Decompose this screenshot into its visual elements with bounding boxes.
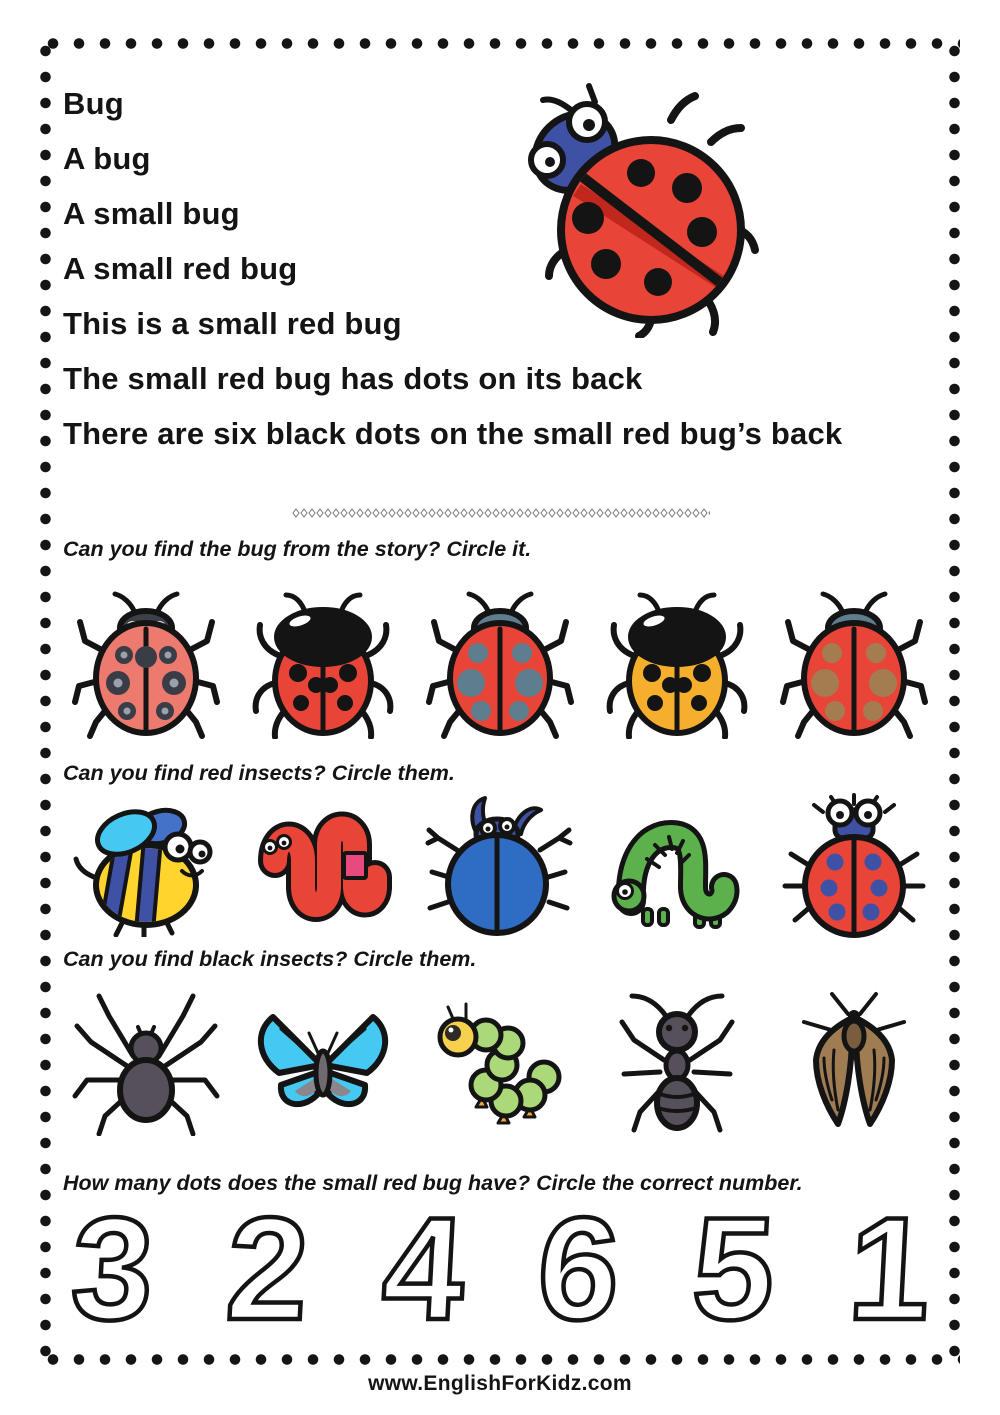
prompt-find-red-insects: Can you find red insects? Circle them.	[63, 761, 455, 785]
prompt-count-dots: How many dots does the small red bug have? Circle the correct number.	[63, 1171, 803, 1195]
orange-ladybug-black-head-icon[interactable]	[594, 588, 760, 740]
red-ladybug-brown-dots-icon[interactable]	[771, 588, 937, 740]
number-option-4[interactable]: 4	[378, 1187, 469, 1350]
footer-url: www.EnglishForKidz.com	[368, 1372, 632, 1395]
story-line: There are six black dots on the small red bug’s back	[63, 416, 843, 451]
bee-icon[interactable]	[63, 796, 229, 938]
salmon-ladybug-gray-head-icon[interactable]	[63, 588, 229, 740]
story-line: A small red bug	[63, 251, 298, 286]
light-green-caterpillar-icon[interactable]	[417, 986, 583, 1136]
dotted-border-top	[40, 38, 960, 49]
story-line: A bug	[63, 141, 151, 176]
story-line: This is a small red bug	[63, 306, 402, 341]
dotted-border-left	[40, 38, 51, 1365]
story-line: A small bug	[63, 196, 240, 231]
ladybug-hero-icon	[503, 80, 763, 338]
story-line: Bug	[63, 86, 124, 121]
story-line: The small red bug has dots on its back	[63, 361, 643, 396]
number-options-row	[67, 1187, 935, 1350]
ant-icon[interactable]	[594, 986, 760, 1136]
number-option-5[interactable]: 5	[689, 1187, 779, 1350]
red-ladybug-gray-dots-icon[interactable]	[417, 588, 583, 740]
black-insects-row	[63, 986, 937, 1136]
ladybug-options-row	[63, 588, 937, 740]
blue-beetle-icon[interactable]	[417, 796, 583, 938]
red-insects-row	[63, 796, 937, 938]
brown-moth-icon[interactable]	[771, 986, 937, 1136]
red-worm-icon[interactable]	[240, 796, 406, 938]
red-ladybug-black-head-icon[interactable]	[240, 588, 406, 740]
dotted-border-bottom	[40, 1354, 960, 1365]
number-option-2[interactable]: 2	[223, 1187, 313, 1350]
prompt-find-story-bug: Can you find the bug from the story? Circle it.	[63, 537, 532, 561]
red-ladybug-blue-dots-icon[interactable]	[771, 796, 937, 938]
spider-icon[interactable]	[63, 986, 229, 1136]
prompt-find-black-insects: Can you find black insects? Circle them.	[63, 947, 477, 971]
dotted-border-right	[949, 38, 960, 1365]
number-option-3[interactable]: 3	[67, 1187, 158, 1350]
diamond-divider	[292, 506, 710, 518]
blue-butterfly-icon[interactable]	[240, 986, 406, 1136]
number-option-1[interactable]: 1	[844, 1187, 935, 1350]
number-option-6[interactable]: 6	[533, 1187, 624, 1350]
green-caterpillar-icon[interactable]	[594, 796, 760, 938]
